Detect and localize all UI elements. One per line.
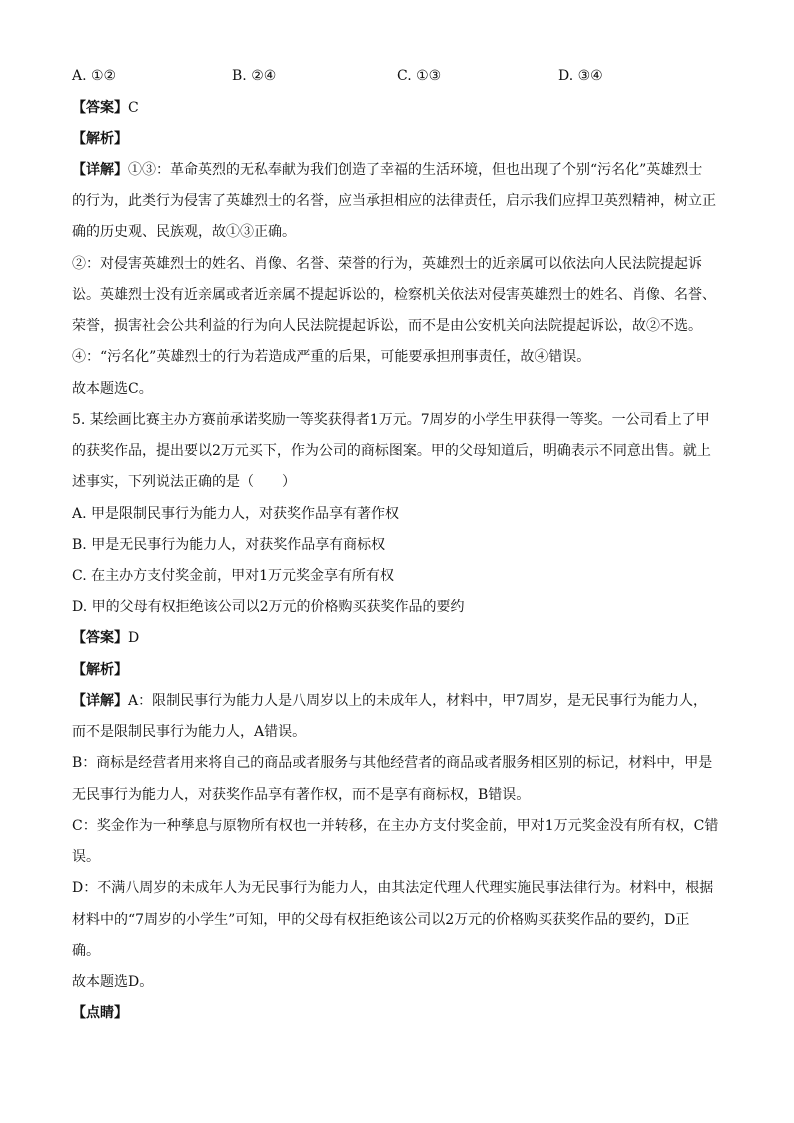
- q5-detail-line: D：不满八周岁的未成年人为无民事行为能力人，由其法定代理人代理实施民事法律行为。材料中，根据: [72, 880, 714, 896]
- q5-stem-line: 的获奖作品，提出要以2万元买下，作为公司的商标图案。甲的父母知道后，明确表示不同意出售。就上: [72, 443, 711, 459]
- q5-choice-d: D. 甲的父母有权拒绝该公司以2万元的价格购买获奖作品的要约: [72, 599, 465, 615]
- q4-option-d: D. ③④: [558, 68, 603, 84]
- q4-answer-value: C: [128, 100, 139, 116]
- q5-detail-line: B：商标是经营者用来将自己的商品或者服务与其他经营者的商品或者服务相区别的标记，材料中，甲是: [72, 755, 713, 771]
- q4-conclusion: 故本题选C。: [72, 381, 153, 397]
- q5-comment-label: 【点睛】: [72, 1005, 128, 1021]
- q4-detail-label: 【详解】: [72, 162, 128, 178]
- q4-detail-line: ②：对侵害英雄烈士的姓名、肖像、名誉、荣誉的行为，英雄烈士的近亲属可以依法向人民法院提起诉: [72, 256, 702, 272]
- q5-choice-a: A. 甲是限制民事行为能力人，对获奖作品享有著作权: [72, 506, 400, 522]
- q4-option-c: C. ①③: [397, 68, 442, 84]
- q5-answer: [72, 628, 727, 648]
- q4-option-b: B. ②④: [232, 68, 277, 84]
- q4-answer-label: 【答案】: [72, 100, 128, 116]
- q4-detail-line: [72, 160, 727, 180]
- q4-option-a: A. ①②: [72, 68, 117, 84]
- q5-detail-line: [72, 691, 727, 711]
- q4-detail-line: 确的历史观、民族观，故①③正确。: [72, 224, 296, 240]
- q4-detail-line: 的行为，此类行为侵害了英雄烈士的名誉，应当承担相应的法律责任，启示我们应捍卫英烈精神，树立正: [72, 193, 716, 209]
- q5-detail-line: 无民事行为能力人，对获奖作品享有著作权，而不是享有商标权，B错误。: [72, 787, 531, 803]
- q4-answer: [72, 98, 727, 118]
- q5-detail-text: A：限制民事行为能力人是八周岁以上的未成年人，材料中，甲7周岁，是无民事行为能力人，: [128, 693, 708, 709]
- q4-detail-line: ④：“污名化”英雄烈士的行为若造成严重的后果，可能要承担刑事责任，故④错误。: [72, 349, 591, 365]
- q5-answer-value: D: [128, 630, 140, 646]
- q5-detail-label: 【详解】: [72, 693, 128, 709]
- q4-detail-line: 荣誉，损害社会公共利益的行为向人民法院提起诉讼，而不是由公安机关向法院提起诉讼，故②不选。: [72, 318, 702, 334]
- q5-answer-label: 【答案】: [72, 630, 128, 646]
- q5-analysis-label: 【解析】: [72, 662, 128, 678]
- q5-stem-line: 5. 某绘画比赛主办方赛前承诺奖励一等奖获得者1万元。7周岁的小学生甲获得一等奖。一公司看上了甲: [72, 412, 710, 428]
- q5-detail-line: C：奖金作为一种孳息与原物所有权也一并转移，在主办方支付奖金前，甲对1万元奖金没有所有权，C错: [72, 818, 719, 834]
- q4-analysis-label: 【解析】: [72, 131, 128, 147]
- q4-detail-line: 讼。英雄烈士没有近亲属或者近亲属不提起诉讼的，检察机关依法对侵害英雄烈士的姓名、肖像、名誉、: [72, 287, 716, 303]
- q5-stem-line: 述事实，下列说法正确的是（ ）: [72, 474, 296, 490]
- q5-choice-b: B. 甲是无民事行为能力人，对获奖作品享有商标权: [72, 537, 386, 553]
- q5-choice-c: C. 在主办方支付奖金前，甲对1万元奖金享有所有权: [72, 568, 395, 584]
- q4-detail-text: ①③：革命英烈的无私奉献为我们创造了幸福的生活环境，但也出现了个别“污名化”英雄烈士: [128, 162, 703, 178]
- q5-detail-line: 确。: [72, 943, 100, 959]
- q5-detail-line: 误。: [72, 849, 100, 865]
- q5-conclusion: 故本题选D。: [72, 974, 154, 990]
- q5-detail-line: 材料中的“7周岁的小学生”可知，甲的父母有权拒绝该公司以2万元的价格购买获奖作品的要约，D正: [72, 912, 690, 928]
- q5-detail-line: 而不是限制民事行为能力人，A错误。: [72, 724, 307, 740]
